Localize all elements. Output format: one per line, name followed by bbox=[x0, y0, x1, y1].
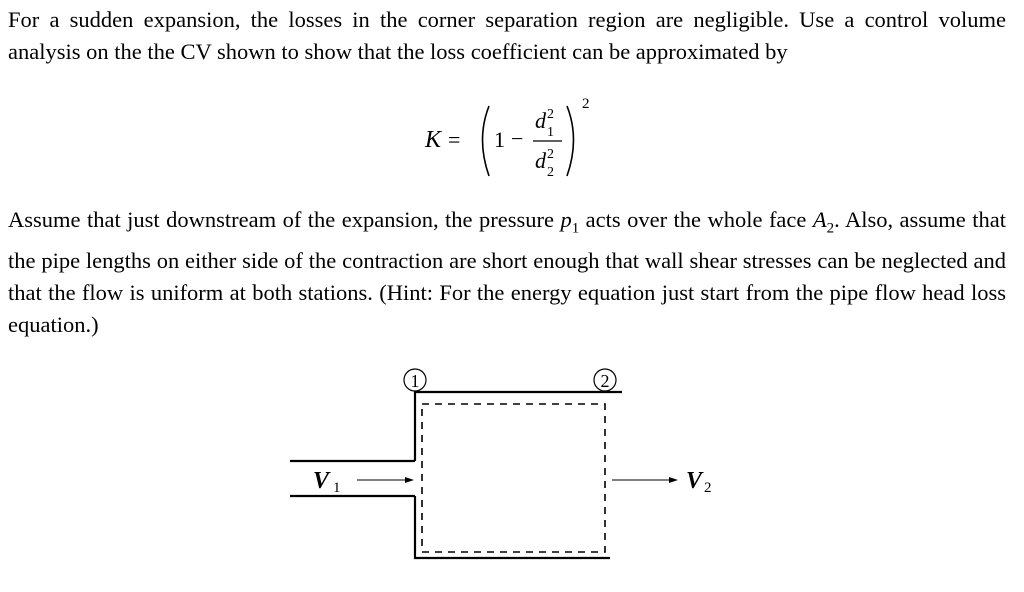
large-pipe-bottom-wall bbox=[415, 496, 610, 558]
eq-den-sub: 2 bbox=[547, 165, 554, 180]
A2-subscript: 2 bbox=[826, 220, 835, 237]
large-pipe-top-wall bbox=[415, 392, 622, 461]
problem-paragraph-2 bbox=[8, 204, 1006, 341]
eq-num-sup: 2 bbox=[547, 107, 554, 122]
control-volume-boundary bbox=[422, 404, 605, 552]
eq-num-d: d bbox=[535, 108, 546, 133]
eq-left-paren bbox=[483, 106, 490, 176]
outlet-flow-arrowhead bbox=[669, 477, 678, 483]
problem-paragraph-1: For a sudden expansion, the losses in the corner separation region are negligible. Use a control volume analysis on the the CV shown to show that the loss coefficient can be approximated by bbox=[8, 7, 1006, 64]
eq-outer-exponent: 2 bbox=[582, 96, 590, 112]
eq-num-sub: 1 bbox=[547, 125, 554, 140]
eq-minus: − bbox=[511, 126, 524, 151]
station-1-label: 1 bbox=[410, 371, 420, 391]
eq-K: K bbox=[425, 127, 442, 153]
p1-symbol: p bbox=[560, 207, 572, 232]
inlet-flow-arrowhead bbox=[405, 477, 414, 483]
p1-subscript: 1 bbox=[571, 220, 580, 237]
v2-symbol: V bbox=[686, 468, 703, 494]
para2-text-b: acts over the whole face bbox=[579, 207, 813, 232]
eq-equals: = bbox=[448, 127, 461, 152]
v2-subscript: 2 bbox=[704, 480, 712, 496]
loss-coefficient-equation bbox=[0, 80, 1024, 192]
v1-subscript: 1 bbox=[333, 480, 341, 496]
para2-text-a: Assume that just downstream of the expansion, the pressure bbox=[8, 207, 561, 232]
eq-right-paren bbox=[567, 106, 574, 176]
eq-den-sup: 2 bbox=[547, 147, 554, 162]
sudden-expansion-diagram bbox=[0, 360, 1024, 592]
station-2-label: 2 bbox=[600, 371, 610, 391]
v1-symbol: V bbox=[313, 468, 330, 494]
eq-one: 1 bbox=[494, 127, 505, 152]
eq-den-d: d bbox=[535, 148, 546, 173]
A2-symbol: A bbox=[812, 207, 827, 232]
para2-text-c: . Also, assume that the pipe lengths on either side of the contraction are short enough that wall shear stresses can be neglected and that the flow is uniform at both stations. (Hint: For the energy equation just start from the pipe flow head loss equation.) bbox=[8, 207, 1006, 337]
